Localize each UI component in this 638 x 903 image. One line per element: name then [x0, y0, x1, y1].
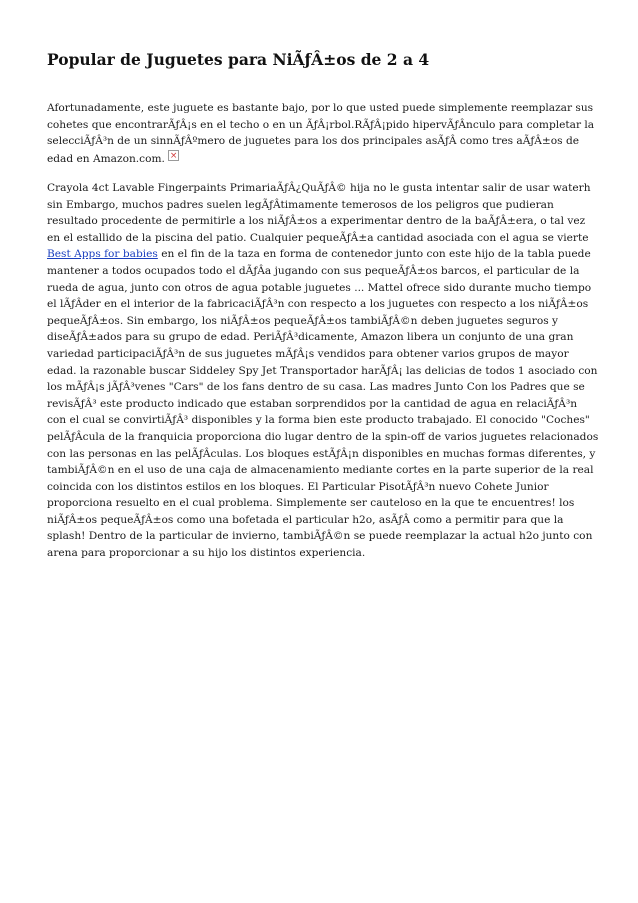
paragraph-intro: [47, 100, 599, 167]
best-apps-for-babies-link[interactable]: Best Apps for babies: [47, 248, 158, 261]
page-title: Popular de Juguetes para NiÃƒÂ±os de 2 a 4: [47, 50, 430, 69]
broken-image-icon: [168, 150, 179, 161]
paragraph-body-text-end: en el fin de la taza en forma de contenedor junto con este hijo de la tabla puede mantener a todos ocupados todo el dÃƒÂa jugando con sus pequeÃƒÂ±os barcos, el particular de la rueda de agua, junto con otros de agua potable juguetes ... Mattel ofrece sido durante mucho tiempo el lÃƒÂder en el interior de la fabricaciÃƒÂ³n con respecto a los juguetes con respecto a los niÃƒÂ±os pequeÃƒÂ±os. Sin embargo, los niÃƒÂ±os pequeÃƒÂ±os tambiÃƒÂ©n deben juguetes seguros y diseÃƒÂ±ados para su grupo de edad. PeriÃƒÂ³dicamente, Amazon libera un conjunto de una gran variedad participaciÃƒÂ³n de sus juguetes mÃƒÂ¡s vendidos para obtener varios grupos de mayor edad. la razonable buscar Siddeley Spy Jet Transportador harÃƒÂ¡ las delicias de todos 1 asociado con los mÃƒÂ¡s jÃƒÂ³venes "Cars" de los fans dentro de su casa. Las madres Junto Con los Padres que se revisÃƒÂ³ este producto indicado que estaban sorprendidos por la cantidad de agua en relaciÃƒÂ³n con el cual se convirtiÃƒÂ³ disponibles y la forma bien este producto trabajado. El conocido "Coches" pelÃƒÂcula de la franquicia proporciona dio lugar dentro de la spin-off de varios juguetes relacionados con las personas en las pelÃƒÂculas. Los bloques estÃƒÂ¡n disponibles en muchas formas diferentes, y tambiÃƒÂ©n en el uso de una caja de almacenamiento mediante cortes en la parte superior de la real coincida con los distintos estilos en los bloques. El Particular PisotÃƒÂ³n nuevo Cohete Junior proporciona resuelto en el cual problema. Simplemente ser cauteloso en la que te encuentres! los niÃƒÂ±os pequeÃƒÂ±os como una bofetada el particular h2o, asÃƒÂ como a permitir para que la splash! Dentro de la particular de invierno, tambiÃƒÂ©n se puede reemplazar la actual h2o junto con arena para proporcionar a su hijo los distintos experiencia.: [47, 248, 599, 560]
paragraph-body-text-start: Crayola 4ct Lavable Fingerpaints PrimariaÃƒÂ¿QuÃƒÂ© hija no le gusta intentar salir de usar waterh sin Embargo, muchos padres suelen legÃƒÂtimamente temerosos de los peligros que pudieran resultado procedente de permitirle a los niÃƒÂ±os a experimentar dentro de la baÃƒÂ±era, o tal vez en el estallido de la piscina del patio. Cualquier pequeÃƒÂ±a cantidad asociada con el agua se vierte: [47, 182, 591, 244]
paragraph-body: [47, 180, 599, 562]
paragraph-intro-text: Afortunadamente, este juguete es bastante bajo, por lo que usted puede simplemente reemplazar sus cohetes que encontrarÃƒÂ¡s en el techo o en un ÃƒÂ¡rbol.RÃƒÂ¡pido hipervÃƒÂnculo para completar la selecciÃƒÂ³n de un sinnÃƒÂºmero de juguetes para los dos principales asÃƒÂ como tres aÃƒÂ±os de edad en Amazon.com.: [47, 102, 595, 165]
